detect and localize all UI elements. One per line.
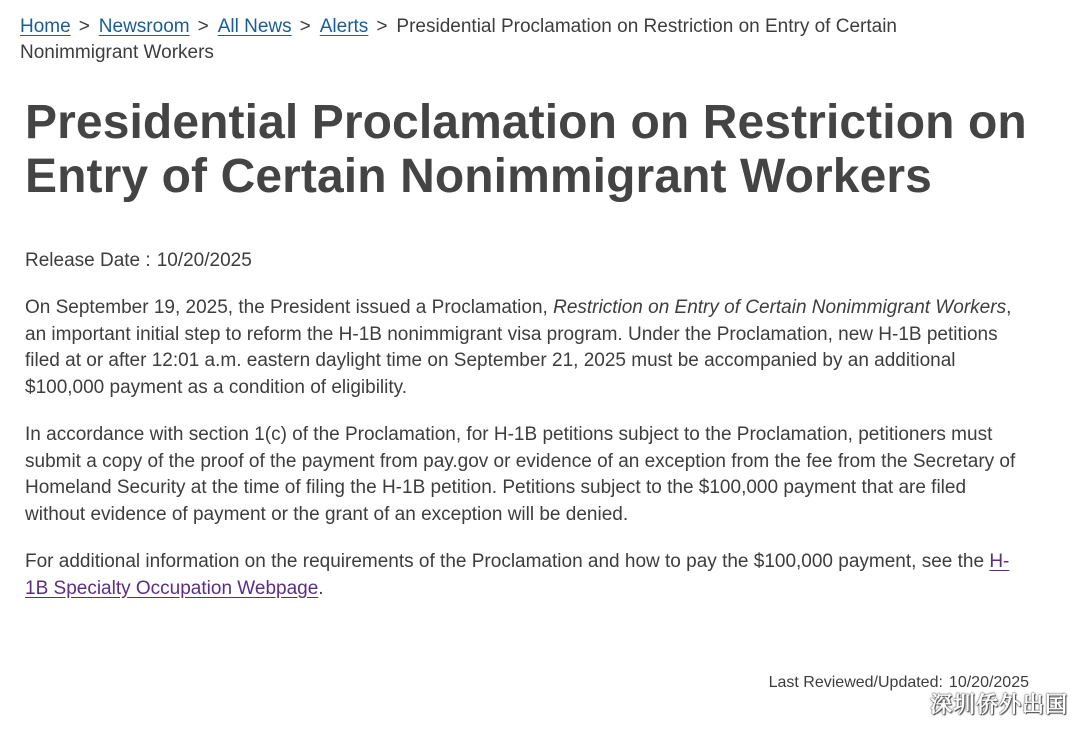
- paragraph-additional-info: [25, 549, 1025, 602]
- breadcrumb-current: Presidential Proclamation on Restriction on Entry of Certain Nonimmigrant Workers: [20, 16, 897, 63]
- last-reviewed-label: Last Reviewed/Updated:: [768, 674, 943, 691]
- watermark-text: 深圳侨外出国: [929, 692, 1068, 717]
- article-body: [25, 295, 1025, 623]
- release-date-value: 10/20/2025: [156, 250, 252, 271]
- page-title: Presidential Proclamation on Restriction on Entry of Certain Nonimmigrant Workers: [25, 96, 1027, 203]
- breadcrumb-separator: >: [376, 16, 388, 37]
- paragraph-text: .: [318, 577, 324, 599]
- breadcrumb-separator: >: [299, 16, 311, 37]
- breadcrumb-link-newsroom[interactable]: Newsroom: [98, 16, 190, 37]
- proclamation-title-italic: Restriction on Entry of Certain Nonimmigrant Workers: [553, 297, 1007, 318]
- breadcrumb-separator: >: [78, 16, 90, 37]
- release-date: [25, 248, 252, 274]
- paragraph-text: On September 19, 2025, the President issued a Proclamation,: [25, 297, 554, 318]
- breadcrumb-link-home[interactable]: Home: [20, 16, 71, 37]
- breadcrumb: [20, 14, 980, 66]
- breadcrumb-link-all-news[interactable]: All News: [217, 16, 292, 37]
- breadcrumb-link-alerts[interactable]: Alerts: [319, 16, 369, 37]
- release-date-label: Release Date :: [25, 250, 151, 271]
- breadcrumb-separator: >: [197, 16, 209, 37]
- h1b-webpage-link[interactable]: H-1B Specialty Occupation Webpage: [25, 551, 1010, 599]
- paragraph-proclamation-summary: [25, 295, 1025, 401]
- paragraph-text: For additional information on the requirements of the Proclamation and how to pay the $100,000 payment, see the: [25, 551, 990, 572]
- paragraph-payment-requirements: In accordance with section 1(c) of the Proclamation, for H-1B petitions subject to the Proclamation, petitioners must submit a copy of the proof of the payment from pay.gov or evidence of an exception from the fee from the Secretary of Homeland Security at the time of filing the H-1B petition. Petitions subject to the $100,000 payment that are filed without evidence of payment or the grant of an exception will be denied.: [25, 424, 1016, 525]
- paragraph-text: , an important initial step to reform the H-1B nonimmigrant visa program. Under the Proclamation, new H-1B petitions filed at or after 12:01 a.m. eastern daylight time on September 21, 2025 must be accompanied by an additional $100,000 payment as a condition of eligibility.: [25, 297, 1012, 398]
- last-reviewed-date: 10/20/2025: [948, 674, 1029, 691]
